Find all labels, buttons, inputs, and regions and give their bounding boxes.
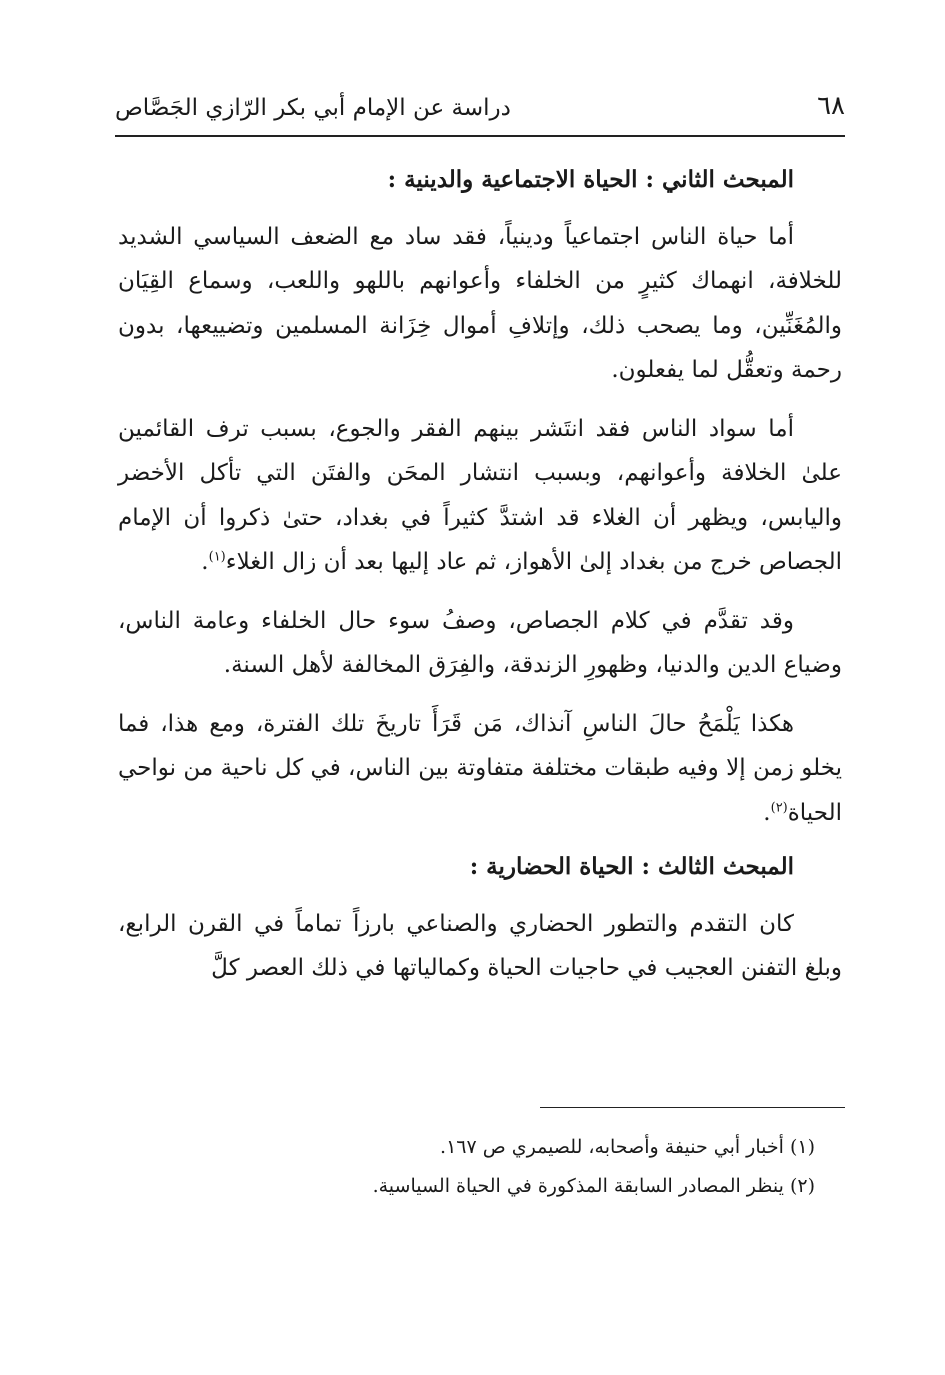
footnote-2: (٢) ينظر المصادر السابقة المذكورة في الحياة السياسية. xyxy=(372,1175,815,1197)
footnote-rule xyxy=(540,1107,845,1108)
footnotes xyxy=(300,1128,815,1206)
page-body xyxy=(118,150,842,1005)
footnote-ref: (١) xyxy=(208,549,226,565)
paragraph: كان التقدم والتطور الحضاري والصناعي بارزاً تماماً في القرن الرابع، وبلغ التفنن العجيب في حاجيات الحياة وكمالياتها في ذلك العصر كلَّ xyxy=(118,910,842,981)
header-rule xyxy=(115,135,845,137)
paragraph-text: أما سواد الناس فقد انتَشر بينهم الفقر والجوع، بسبب ترف القائمين علىٰ الخلافة وأعوانهم، وبسبب انتشار المحَن والفتَن التي تأكل الأخضر واليابس، ويظهر أن الغلاء قد اشتدَّ كثيراً في بغداد، حتىٰ ذكروا أن الإمام الجصاص خرج من بغداد إلىٰ الأهواز، ثم عاد إليها بعد أن زال الغلاء xyxy=(118,415,842,575)
paragraph-end: . xyxy=(201,549,209,575)
footnote-ref: (٢) xyxy=(770,799,788,815)
paragraph xyxy=(118,702,842,836)
running-title: دراسة عن الإمام أبي بكر الرّازي الجَصَّاص xyxy=(115,95,511,121)
paragraph-end: . xyxy=(763,799,771,826)
paragraph-text: هكذا يَلْمَحُ حالَ الناسِ آنذاك، مَن قَرَأَ تاريخَ تلك الفترة، ومع هذا، فما يخلو زمن إلا وفيه طبقات مختلفة متفاوتة بين الناس، في كل ناحية من نواحي الحياة xyxy=(118,710,842,826)
footnote-1: (١) أخبار أبي حنيفة وأصحابه، للصيمري ص ١٦٧. xyxy=(440,1136,815,1158)
section-heading-social-religious: المبحث الثاني : الحياة الاجتماعية والدينية : xyxy=(387,166,794,193)
paragraph xyxy=(118,407,842,585)
paragraph: أما حياة الناس اجتماعياً ودينياً، فقد ساد مع الضعف السياسي الشديد للخلافة، انهماك كثيرٍ من الخلفاء وأعوانهم باللهو واللعب، وسماع القِيَان والمُغَنِّين، وما يصحب ذلك، وإتلافِ أموال خِزَانة المسلمين وتضييعها، بدون رحمة وتعقُّل لما يفعلون. xyxy=(118,223,842,383)
page-number: ٦٨ xyxy=(817,91,845,121)
paragraph: وقد تقدَّم في كلام الجصاص، وصفُ سوء حال الخلفاء وعامة الناس، وضياع الدين والدنيا، وظهورِ الزندقة، والفِرَق المخالفة لأهل السنة. xyxy=(118,607,842,678)
page-header xyxy=(115,80,845,132)
section-heading-civilizational: المبحث الثالث : الحياة الحضارية : xyxy=(469,853,794,880)
